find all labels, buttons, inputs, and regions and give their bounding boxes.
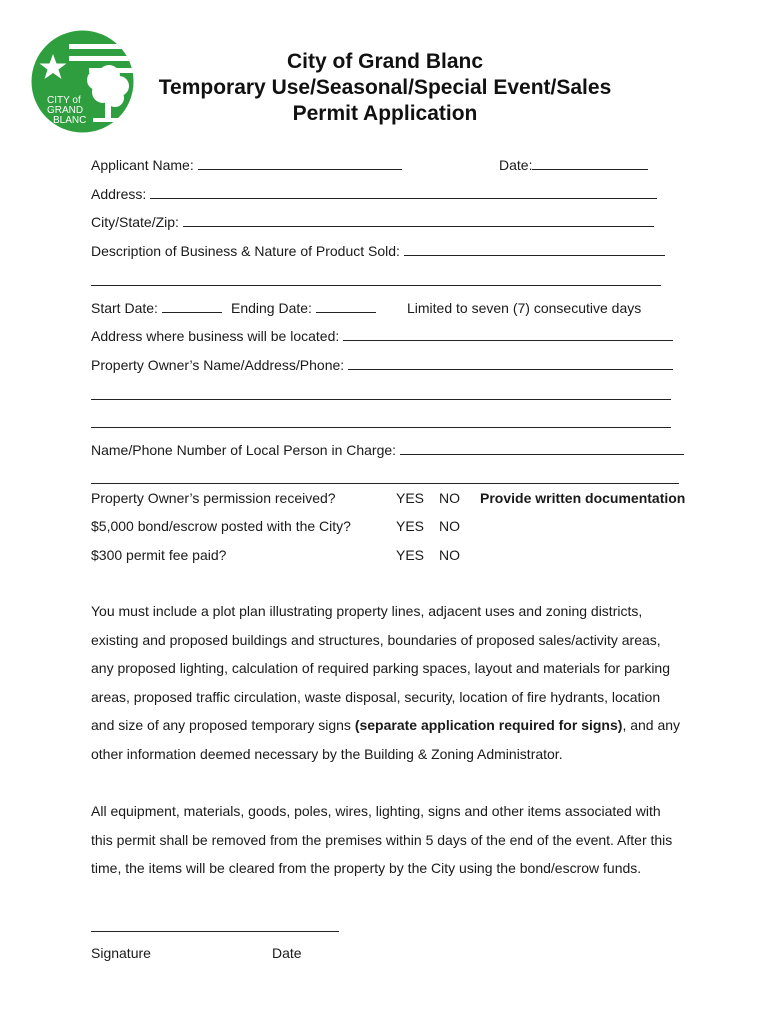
checklist-yes-2[interactable]: YES: [396, 518, 425, 534]
paragraph1-line4: areas, proposed traffic circulation, waste disposal, security, location of fire hydrants, location: [91, 688, 661, 705]
description-field-line2[interactable]: [91, 285, 661, 286]
applicant-name-label: Applicant Name:: [91, 157, 194, 173]
paragraph1-line5-bold: (separate application required for signs): [354, 717, 623, 733]
address-row: [91, 185, 657, 203]
section-divider: [91, 483, 679, 484]
paragraph1-line1: You must include a plot plan illustrating property lines, adjacent uses and zoning districts,: [91, 603, 643, 619]
date-field[interactable]: [532, 156, 648, 170]
paragraph2-line1: All equipment, materials, goods, poles, wires, lighting, signs and other items associated with: [91, 803, 661, 819]
property-owner-field[interactable]: [348, 356, 673, 370]
limit-note: Limited to seven (7) consecutive days: [407, 300, 642, 316]
checklist-question-1: Property Owner’s permission received?: [91, 490, 336, 506]
logo-text-3: BLANC: [53, 115, 87, 126]
description-field[interactable]: [404, 242, 665, 256]
description-row: [91, 242, 665, 260]
local-person-field[interactable]: [400, 441, 684, 455]
ending-date-row: [231, 299, 376, 317]
city-state-zip-field[interactable]: [183, 213, 654, 227]
checklist-yes-1[interactable]: YES: [396, 490, 425, 506]
date-row: [499, 156, 648, 174]
logo-text-1: CITY of: [47, 95, 81, 106]
checklist-question-3: $300 permit fee paid?: [91, 547, 227, 563]
property-owner-field-line2[interactable]: [91, 399, 671, 400]
city-state-zip-row: [91, 213, 654, 231]
property-owner-field-line3[interactable]: [91, 427, 671, 428]
paragraph1-line5-post: , and any: [622, 717, 681, 733]
city-state-zip-label: City/State/Zip:: [91, 214, 179, 230]
address-label: Address:: [91, 186, 147, 202]
description-label: Description of Business & Nature of Product Sold:: [91, 243, 400, 259]
date-label: Date:: [499, 157, 533, 173]
start-date-field[interactable]: [162, 299, 222, 313]
signature-field[interactable]: [91, 931, 339, 932]
local-person-row: [91, 441, 684, 459]
signature-date-label: Date: [272, 945, 302, 961]
property-owner-row: [91, 356, 673, 374]
plot-plan-paragraph: [91, 597, 691, 768]
ending-date-field[interactable]: [316, 299, 376, 313]
business-address-label: Address where business will be located:: [91, 328, 340, 344]
checklist-no-2[interactable]: NO: [439, 518, 460, 534]
paragraph1-line3: any proposed lighting, calculation of required parking spaces, layout and materials for parking: [91, 660, 671, 676]
ending-date-label: Ending Date:: [231, 300, 312, 316]
logo-text-2: GRAND: [47, 105, 84, 116]
start-date-row: [91, 299, 222, 317]
paragraph1-line6: other information deemed necessary by the Building & Zoning Administrator.: [91, 745, 563, 762]
checklist-note-1: Provide written documentation: [480, 490, 686, 506]
page-title-line1: City of Grand Blanc: [286, 50, 484, 73]
property-owner-label: Property Owner’s Name/Address/Phone:: [91, 357, 345, 373]
page-title-line3: Permit Application: [292, 102, 478, 125]
business-address-field[interactable]: [343, 327, 673, 341]
paragraph2-line3: time, the items will be cleared from the property by the City using the bond/escrow funds.: [91, 860, 642, 876]
applicant-name-row: [91, 156, 402, 174]
checklist-no-3[interactable]: NO: [439, 547, 460, 563]
applicant-name-field[interactable]: [198, 156, 402, 170]
paragraph2-line2: this permit shall be removed from the premises within 5 days of the end of the event. After this: [91, 831, 673, 848]
checklist-yes-3[interactable]: YES: [396, 547, 425, 563]
local-person-label: Name/Phone Number of Local Person in Charge:: [91, 442, 397, 458]
city-logo: [31, 30, 134, 133]
address-field[interactable]: [150, 185, 657, 199]
paragraph1-line5-pre: and size of any proposed temporary signs: [91, 717, 355, 733]
start-date-label: Start Date:: [91, 300, 158, 316]
checklist-question-2: $5,000 bond/escrow posted with the City?: [91, 518, 351, 534]
checklist-no-1[interactable]: NO: [439, 490, 460, 506]
removal-paragraph: [91, 797, 691, 883]
paragraph1-line2: existing and proposed buildings and structures, boundaries of proposed sales/activity areas,: [91, 631, 661, 648]
business-address-row: [91, 327, 673, 345]
page-title-line2: Temporary Use/Seasonal/Special Event/Sales: [158, 76, 612, 99]
signature-label: Signature: [91, 945, 151, 961]
paragraph1-line5: [91, 711, 691, 740]
